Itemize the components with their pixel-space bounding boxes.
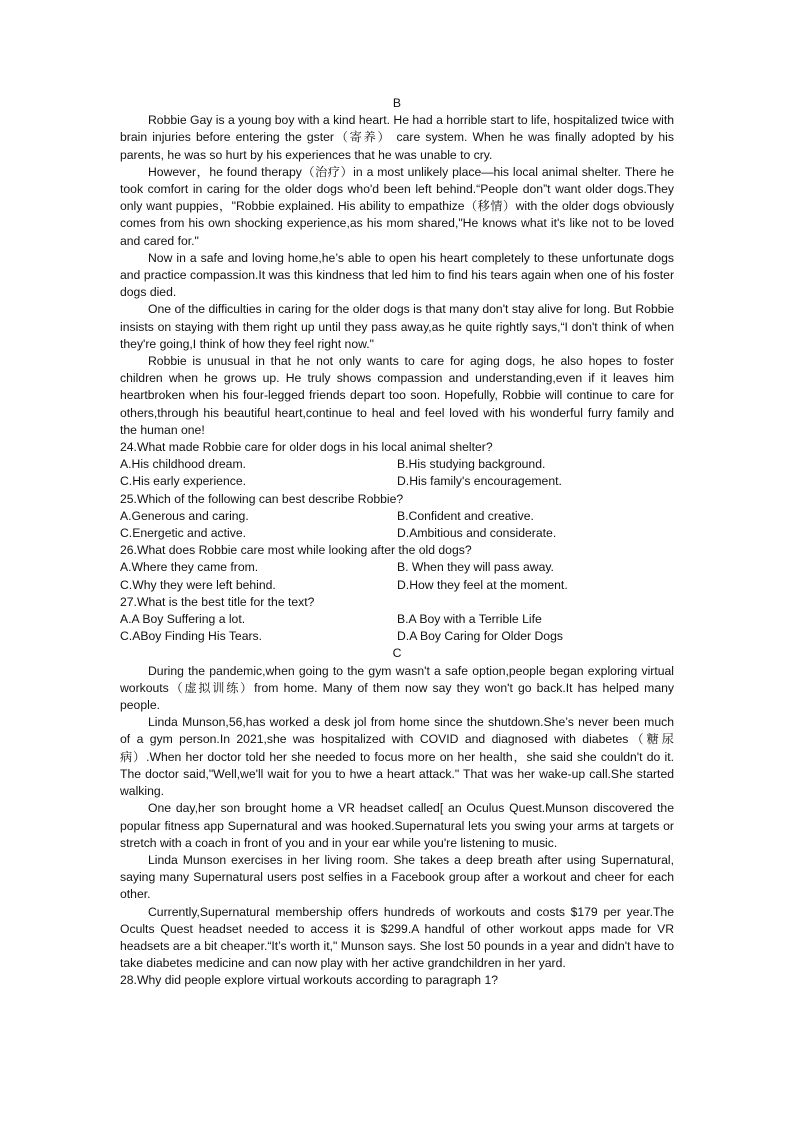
option-c: C.ABoy Finding His Tears. xyxy=(120,629,263,644)
section-c-heading: C xyxy=(392,646,402,661)
question-25-options-row-1 xyxy=(120,508,674,525)
passage-c-paragraph-1: During the pandemic,when going to the gym wasn't a safe option,people began exploring virtual workouts（虚拟训练）from home. Many of them now say they won't go back.It has helped many people. xyxy=(120,663,674,713)
option-d: D.Ambitious and considerate. xyxy=(397,526,557,541)
option-c: C.Energetic and active. xyxy=(120,526,247,541)
question-26-stem: 26.What does Robbie care most while looking after the old dogs? xyxy=(120,543,472,558)
passage-c-paragraph-5: Currently,Supernatural membership offers hundreds of workouts and costs $179 per year.The Ocults Quest headset needed to access it is $299.A handful of other workout apps made for VR headsets are a bit cheaper.“It’s worth it," Munson says. She lost 50 pounds in a year and didn't have to take diabetes medicine and can now play with her active grandchildren in her yard. xyxy=(120,904,674,971)
option-a: A.Where they came from. xyxy=(120,560,259,575)
option-b: B.Confident and creative. xyxy=(397,508,534,523)
question-24-options-row-1 xyxy=(120,456,674,473)
section-b-heading: B xyxy=(392,96,402,110)
option-b: B. When they will pass away. xyxy=(397,560,554,575)
option-a: A.Generous and caring. xyxy=(120,508,249,523)
question-25-options-row-2 xyxy=(120,525,674,542)
passage-b-paragraph-3: Now in a safe and loving home,he’s able to open his heart completely to these unfortunate dogs and practice compassion.It was this kindness that led him to find his tears again when one of his foster dogs died. xyxy=(120,250,674,300)
question-25-stem: 25.Which of the following can best describe Robbie? xyxy=(120,491,404,506)
question-24-options-row-2 xyxy=(120,473,674,490)
question-24-stem: 24.What made Robbie care for older dogs in his local animal shelter? xyxy=(120,440,493,455)
question-27-options-row-2 xyxy=(120,628,674,645)
question-27-options-row-1 xyxy=(120,611,674,628)
passage-c-paragraph-2: Linda Munson,56,has worked a desk jol from home since the shutdown.She’s never been much of a gym person.In 2021,she was hospitalized with COVID and diagnosed with diabetes（糖尿病）.When her doctor told her she needed to focus more on her health，she said she couldn't do it. The doctor said,"Well,we'll wait for you to hwe a heart attack." That was her wake-up call.She started walking. xyxy=(120,715,674,799)
option-c: C.His early experience. xyxy=(120,474,246,489)
question-26-options-row-1 xyxy=(120,559,674,576)
question-27-stem: 27.What is the best title for the text? xyxy=(120,594,315,609)
passage-c-paragraph-4: Linda Munson exercises in her living room. She takes a deep breath after using Supernatural, saying many Supernatural users post selfies in a Facebook group after a workout and cheer for each other. xyxy=(120,852,674,902)
option-d: D.His family's encouragement. xyxy=(397,474,562,489)
passage-b-paragraph-5: Robbie is unusual in that he not only wants to care for aging dogs, he also hopes to foster children when he grows up. He truly shows compassion and understanding,even if it leaves him heartbroken when his four-legged friends depart too soon. Hopefully, Robbie will continue to care for others,through his beautiful heart,continue to heal and feel loved with his wonderful furry family and the human one! xyxy=(120,354,674,437)
passage-b-paragraph-4: One of the difficulties in caring for the older dogs is that many don't stay alive for long. But Robbie insists on staying with them right up until they pass away,as he quite rightly says,“I don't think of when they're going,I think of how they feel right now." xyxy=(120,302,674,351)
option-d: D.How they feel at the moment. xyxy=(397,577,568,592)
option-b: B.A Boy with a Terrible Life xyxy=(397,612,542,627)
question-28-stem: 28.Why did people explore virtual workouts according to paragraph 1? xyxy=(120,973,499,988)
passage-b-paragraph-2: However，he found therapy（治疗）in a most unlikely place—his local animal shelter. There he took comfort in caring for the older dogs who'd been left behind.“People don”t want older dogs.They only want puppies，"Robbie explained. His ability to empathize（移情）with the older dogs obviously comes from his own shocking experience,as his mom shared,"He knows what it's like not to be loved and cared for." xyxy=(120,164,674,248)
option-c: C.Why they were left behind. xyxy=(120,577,276,592)
question-26-options-row-2 xyxy=(120,577,674,594)
option-a: A.A Boy Suffering a lot. xyxy=(120,612,246,627)
passage-b-paragraph-1: Robbie Gay is a young boy with a kind heart. He had a horrible start to life, hospitalized twice with brain injuries before entering the gster（寄养） care system. When he was finally adopted by his parents, he was so hurt by his experiences that he was unable to cry. xyxy=(120,113,674,162)
page-content xyxy=(120,95,674,990)
passage-c-paragraph-3: One day,her son brought home a VR headset called[ an Oculus Quest.Munson discovered the popular fitness app Supernatural and was hooked.Supernatural lets you swing your arms at targets or stretch with a coach in front of you and in your ear while you're listening to music. xyxy=(120,801,674,850)
option-b: B.His studying background. xyxy=(397,457,546,472)
option-a: A.His childhood dream. xyxy=(120,457,246,472)
option-d: D.A Boy Caring for Older Dogs xyxy=(397,629,563,644)
